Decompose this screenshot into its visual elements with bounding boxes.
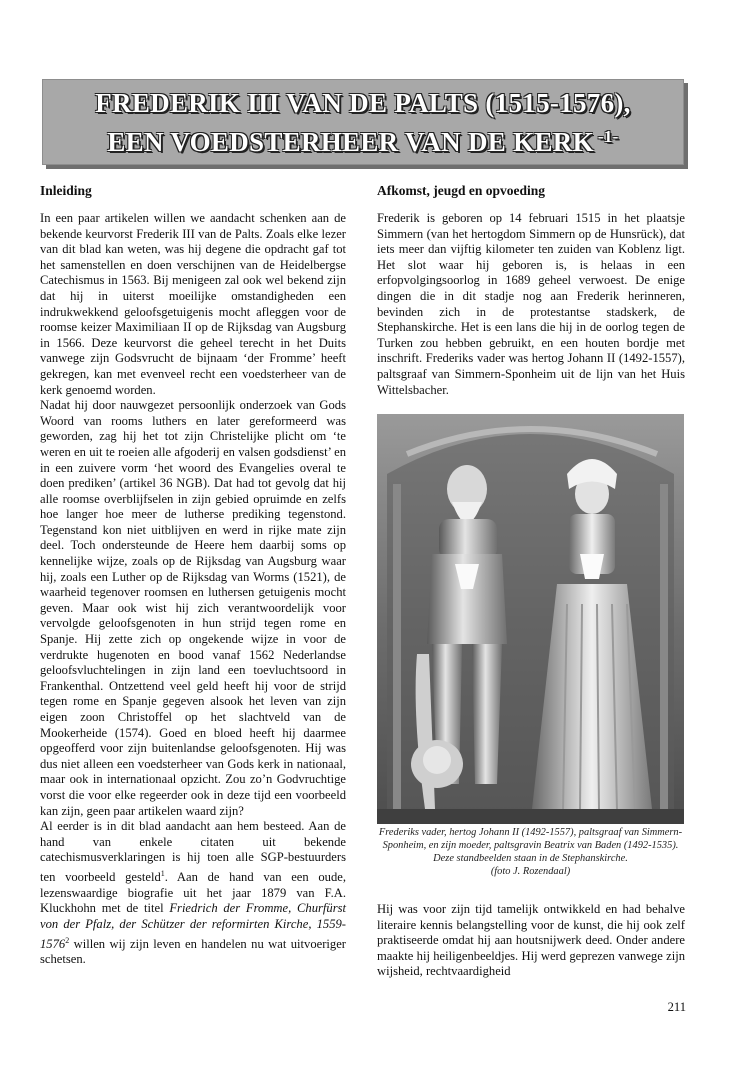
section-heading-afkomst: Afkomst, jeugd en opvoeding: [377, 183, 546, 198]
paragraph: Hij was voor zijn tijd tamelijk ontwikkeld en had behalve literaire kennis belangstelling voor de kunst, die hij ook zelf praktiseerde omdat hij aan houtsnijwerk deed. Onder andere maakte hij heiligenbeeldjes. Hij werd geprezen vanwege zijn wijsheid, rechtvaardigheid: [377, 902, 685, 979]
right-column-continued: [377, 902, 685, 980]
title-banner: [42, 79, 684, 165]
caption-text: Frederiks vader, hertog Johann II (1492-1557), paltsgraaf van Simmern-Sponheim, en zijn moeder, paltsgravin Beatrix van Baden (1492-1535). Deze standbeelden staan in de Stephanskirche.: [378, 827, 683, 864]
book-title: Friedrich der Fromme, Churfürst von der Pfalz, der Schützer der reformirten Kirche, 1559-1576: [40, 901, 346, 951]
right-column: [377, 182, 685, 398]
paragraph-text: . Aan de hand van een oude, lezenswaardige biografie uit het jaar 1879 van F.A. Kluckhohn met de titel: [40, 870, 347, 916]
section-heading-inleiding: Inleiding: [40, 183, 92, 198]
footnote-ref-2[interactable]: 2: [65, 935, 70, 945]
page-number: 211: [667, 1000, 686, 1014]
photo-caption: [377, 826, 684, 878]
paragraph: In een paar artikelen willen we aandacht schenken aan de bekende keurvorst Frederik III van de Palts. Zoals elke lezer van dit blad kan weten, was hij degene die opdracht gaf tot het samenstellen en doen verschijnen van de Heidelbergse Catechismus in 1563. Bij menigeen zal ook wel bekend zijn dat hij in uiterst moeilijke omstandigheden een indrukwekkend geloofsgetuigenis mocht afleggen voor de roomse keizer Maximiliaan II op de Rijksdag van Augsburg in 1566. Deze keurvorst die geheel terecht in het Duits vanwege zijn Godsvrucht de bijnaam ‘der Fromme’ heeft gekregen, kan met evenveel recht een voedsterheer van de kerk genoemd worden.: [40, 211, 346, 397]
title-line-1: FREDERIK III VAN DE PALTS (1515-1576),: [95, 87, 631, 118]
statue-photo: [377, 414, 684, 824]
paragraph-text: willen wij zijn leven en handelen nu wat uitvoeriger schetsen.: [40, 936, 346, 967]
paragraph-text: Al eerder is in dit blad aandacht aan hem besteed. Aan de hand van enkele citaten uit bekende catechismusverklaringen is hij toen alle SGP-bestuurders ten voorbeeld gesteld: [40, 819, 346, 885]
title-line-2-text: EEN VOEDSTERHEER VAN DE KERK: [107, 126, 594, 157]
caption-credit: (foto J. Rozendaal): [490, 866, 571, 877]
paragraph: Frederik is geboren op 14 februari 1515 in het plaatsje Simmern (van het hertogdom Simmern op de Hunsrück), dat iets meer dan vijftig kilometer ten zuiden van Koblenz ligt. Het slot waar hij geboren is, is helaas in een erfopvolgingsoorlog in 1689 geheel verwoest. De enige dingen die in dit stadje nog aan Frederik herinneren, bevinden zich in de protestantse stadskerk, de Stephanskirche. Het is een lans die hij in de oorlog tegen de Turken zou hebben gebruikt, en een houten bordje met inschrift. Frederiks vader was hertog Johann II (1492-1557), paltsgraaf van Simmern-Sponheim uit de lijn van het Huis Wittelsbacher.: [377, 211, 685, 397]
paragraph: [40, 819, 346, 968]
left-column: [40, 182, 346, 968]
paragraph: Nadat hij door nauwgezet persoonlijk onderzoek van Gods Woord van rooms luthers en later gereformeerd was geworden, zag hij het tot zijn Christelijke plicht om ‘te weren en uit te roeien alle afgoderij en valsen godsdienst’ en in een zuivere vorm ‘het woord des Evangelies overal te doen prediken’ (artikel 36 NGB). Dat had tot gevolg dat hij alle roomse overblijfselen in zijn gebied opruimde en zelfs hoe langer hoe meer de lutherse prediking tegenstond. Tegenstand kon niet uitblijven en werd in rijke mate zijn deel. Toch ondersteunde de Heere hem daarbij soms op kennelijke wijze, zoals op de Rijksdag van Augsburg waar hij, zoals een Luther op de Rijksdag van Worms (1521), de waarheid tegenover roomsen en luthersen getuigenis mocht geven. Maar ook wist hij zich verantwoordelijk voor vervolgde geloofsgenoten in hun strijd tegen rome en Spanje. Hij zette zich op ongekende wijze in voor de verdrukte hugenoten en bood vanaf 1562 Nederlandse geloofsvluchtelingen in zijn land een toevluchtsoord in Frankenthal. Ontzettend veel geld heeft hij voor de strijd tegen rome en Spanje gegeven alsook het leven van zijn eigen zoon Christoffel op het slachtveld van de Mookerheide (1574). Goed en bloed heeft hij daarmee opgeofferd voor zijn buitenlandse geloofsgenoten. Hij was dus niet alleen een voedsterheer van Gods kerk in nationaal, maar ook in internationaal opzicht. Zou zo’n Godvruchtige vorst die voor elke regeerder ook in deze tijd een voorbeeld kan zijn, geen paar artikelen waard zijn?: [40, 398, 346, 818]
title-line-2: [107, 120, 618, 159]
title-marker: -1-: [597, 126, 619, 146]
footnote-ref-1[interactable]: 1: [160, 868, 165, 878]
